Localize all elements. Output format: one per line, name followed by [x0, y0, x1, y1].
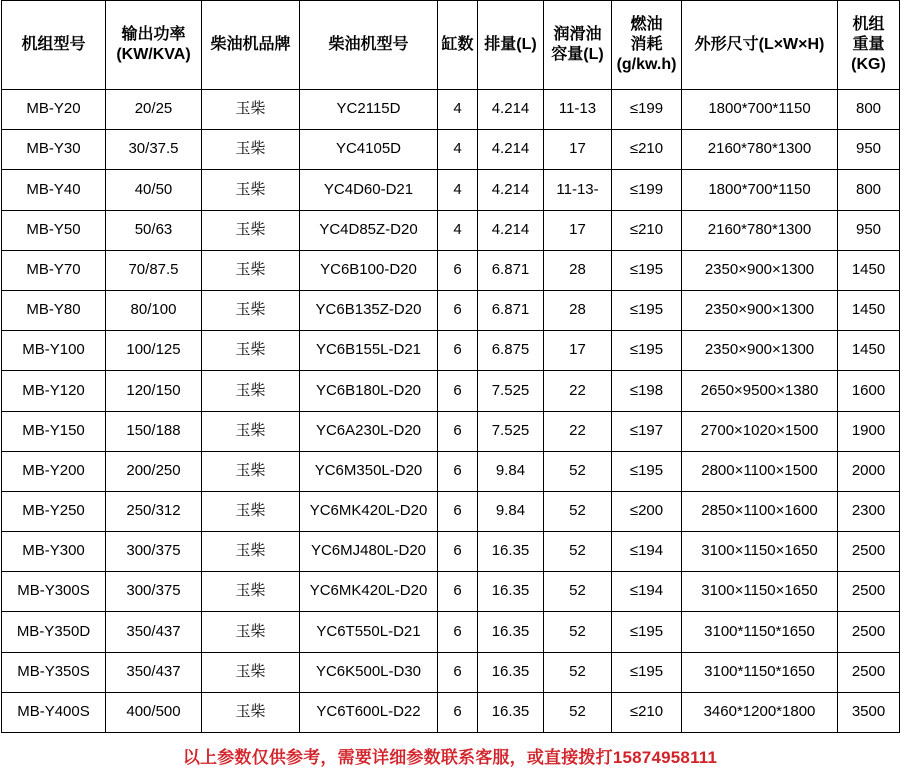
column-header-6: [544, 1, 612, 90]
cell-model: MB-Y30: [2, 130, 106, 170]
cell-r6-c8: 2350×900×1300: [682, 331, 838, 371]
cell-r14-c2: 玉柴: [202, 652, 300, 692]
cell-r7-c6: 22: [544, 371, 612, 411]
cell-r15-c4: 6: [438, 692, 478, 732]
column-header-1: [106, 1, 202, 90]
cell-r4-c8: 2350×900×1300: [682, 250, 838, 290]
column-header-9-line-0: 机组: [852, 16, 885, 33]
cell-r6-c6: 17: [544, 331, 612, 371]
cell-r11-c7: ≤194: [612, 532, 682, 572]
column-header-5: [478, 1, 544, 90]
cell-r2-c8: 1800*700*1150: [682, 170, 838, 210]
cell-model: MB-Y300: [2, 532, 106, 572]
cell-r4-c7: ≤195: [612, 250, 682, 290]
cell-r6-c4: 6: [438, 331, 478, 371]
cell-r1-c5: 4.214: [478, 130, 544, 170]
cell-r7-c4: 6: [438, 371, 478, 411]
cell-model: MB-Y20: [2, 90, 106, 130]
table-row: [2, 331, 900, 371]
cell-r8-c4: 6: [438, 411, 478, 451]
cell-r9-c5: 9.84: [478, 451, 544, 491]
cell-r9-c2: 玉柴: [202, 451, 300, 491]
cell-r10-c2: 玉柴: [202, 491, 300, 531]
cell-r15-c6: 52: [544, 692, 612, 732]
table-row: [2, 532, 900, 572]
table-body: [2, 90, 900, 733]
cell-r1-c4: 4: [438, 130, 478, 170]
cell-r5-c3: YC6B135Z-D20: [300, 290, 438, 330]
cell-r15-c5: 16.35: [478, 692, 544, 732]
cell-r13-c2: 玉柴: [202, 612, 300, 652]
cell-r10-c4: 6: [438, 491, 478, 531]
cell-r11-c6: 52: [544, 532, 612, 572]
cell-r8-c7: ≤197: [612, 411, 682, 451]
column-header-0-line-0: 机组型号: [21, 36, 86, 53]
column-header-9-line-1: 重量: [852, 36, 885, 53]
table-row: [2, 572, 900, 612]
cell-r13-c4: 6: [438, 612, 478, 652]
cell-r10-c3: YC6MK420L-D20: [300, 491, 438, 531]
cell-r8-c3: YC6A230L-D20: [300, 411, 438, 451]
cell-r12-c1: 300/375: [106, 572, 202, 612]
cell-r11-c8: 3100×1150×1650: [682, 532, 838, 572]
cell-r4-c1: 70/87.5: [106, 250, 202, 290]
cell-r5-c5: 6.871: [478, 290, 544, 330]
cell-r4-c9: 1450: [838, 250, 900, 290]
cell-r13-c3: YC6T550L-D21: [300, 612, 438, 652]
cell-r0-c6: 11-13: [544, 90, 612, 130]
table-row: [2, 612, 900, 652]
cell-r12-c4: 6: [438, 572, 478, 612]
cell-r1-c6: 17: [544, 130, 612, 170]
cell-r6-c3: YC6B155L-D21: [300, 331, 438, 371]
cell-r3-c8: 2160*780*1300: [682, 210, 838, 250]
cell-r1-c8: 2160*780*1300: [682, 130, 838, 170]
column-header-7: [612, 1, 682, 90]
cell-r0-c7: ≤199: [612, 90, 682, 130]
table-row: [2, 290, 900, 330]
cell-r8-c8: 2700×1020×1500: [682, 411, 838, 451]
cell-r15-c7: ≤210: [612, 692, 682, 732]
cell-r15-c8: 3460*1200*1800: [682, 692, 838, 732]
column-header-2: [202, 1, 300, 90]
cell-r14-c7: ≤195: [612, 652, 682, 692]
cell-model: MB-Y350D: [2, 612, 106, 652]
column-header-4: [438, 1, 478, 90]
cell-r2-c1: 40/50: [106, 170, 202, 210]
cell-r4-c3: YC6B100-D20: [300, 250, 438, 290]
cell-r5-c7: ≤195: [612, 290, 682, 330]
cell-r6-c9: 1450: [838, 331, 900, 371]
cell-model: MB-Y200: [2, 451, 106, 491]
cell-r10-c9: 2300: [838, 491, 900, 531]
cell-r11-c2: 玉柴: [202, 532, 300, 572]
cell-r7-c8: 2650×9500×1380: [682, 371, 838, 411]
cell-r6-c7: ≤195: [612, 331, 682, 371]
header-row: [2, 1, 900, 90]
cell-r5-c1: 80/100: [106, 290, 202, 330]
cell-r10-c1: 250/312: [106, 491, 202, 531]
cell-r5-c4: 6: [438, 290, 478, 330]
column-header-3-line-0: 柴油机型号: [328, 36, 409, 53]
column-header-3: [300, 1, 438, 90]
cell-r11-c4: 6: [438, 532, 478, 572]
cell-r5-c8: 2350×900×1300: [682, 290, 838, 330]
cell-r3-c5: 4.214: [478, 210, 544, 250]
cell-r7-c7: ≤198: [612, 371, 682, 411]
cell-r12-c3: YC6MK420L-D20: [300, 572, 438, 612]
column-header-8: [682, 1, 838, 90]
cell-r8-c6: 22: [544, 411, 612, 451]
column-header-8-line-0: 外形尺寸(L×W×H): [694, 36, 825, 53]
cell-r3-c3: YC4D85Z-D20: [300, 210, 438, 250]
cell-r8-c9: 1900: [838, 411, 900, 451]
footer-note: 以上参数仅供参考，需要详细参数联系客服，或直接拨打15874958111: [182, 748, 718, 767]
cell-r9-c7: ≤195: [612, 451, 682, 491]
cell-r2-c2: 玉柴: [202, 170, 300, 210]
cell-r14-c9: 2500: [838, 652, 900, 692]
column-header-5-line-0: 排量(L): [484, 36, 537, 53]
table-row: [2, 210, 900, 250]
cell-model: MB-Y250: [2, 491, 106, 531]
table-row: [2, 250, 900, 290]
cell-r11-c5: 16.35: [478, 532, 544, 572]
column-header-4-line-0: 缸数: [441, 36, 474, 53]
cell-r9-c8: 2800×1100×1500: [682, 451, 838, 491]
cell-r2-c4: 4: [438, 170, 478, 210]
cell-r14-c6: 52: [544, 652, 612, 692]
cell-model: MB-Y40: [2, 170, 106, 210]
cell-r13-c1: 350/437: [106, 612, 202, 652]
cell-r5-c9: 1450: [838, 290, 900, 330]
cell-r13-c6: 52: [544, 612, 612, 652]
cell-r2-c9: 800: [838, 170, 900, 210]
cell-r12-c6: 52: [544, 572, 612, 612]
cell-r13-c8: 3100*1150*1650: [682, 612, 838, 652]
cell-r3-c6: 17: [544, 210, 612, 250]
cell-r14-c3: YC6K500L-D30: [300, 652, 438, 692]
generator-spec-table: [1, 0, 900, 733]
table-row: [2, 411, 900, 451]
cell-r9-c9: 2000: [838, 451, 900, 491]
cell-r15-c2: 玉柴: [202, 692, 300, 732]
cell-model: MB-Y80: [2, 290, 106, 330]
cell-r9-c1: 200/250: [106, 451, 202, 491]
table-row: [2, 130, 900, 170]
cell-r13-c5: 16.35: [478, 612, 544, 652]
cell-r8-c1: 150/188: [106, 411, 202, 451]
cell-r1-c2: 玉柴: [202, 130, 300, 170]
cell-r15-c1: 400/500: [106, 692, 202, 732]
cell-r13-c7: ≤195: [612, 612, 682, 652]
cell-r0-c1: 20/25: [106, 90, 202, 130]
cell-r3-c9: 950: [838, 210, 900, 250]
column-header-0: [2, 1, 106, 90]
cell-r13-c9: 2500: [838, 612, 900, 652]
cell-r11-c3: YC6MJ480L-D20: [300, 532, 438, 572]
cell-r10-c8: 2850×1100×1600: [682, 491, 838, 531]
column-header-2-line-0: 柴油机品牌: [210, 36, 291, 53]
cell-r3-c7: ≤210: [612, 210, 682, 250]
cell-r12-c7: ≤194: [612, 572, 682, 612]
cell-r6-c2: 玉柴: [202, 331, 300, 371]
cell-model: MB-Y50: [2, 210, 106, 250]
cell-model: MB-Y350S: [2, 652, 106, 692]
cell-r8-c5: 7.525: [478, 411, 544, 451]
cell-r5-c6: 28: [544, 290, 612, 330]
cell-r5-c2: 玉柴: [202, 290, 300, 330]
column-header-7-line-0: 燃油: [630, 16, 663, 33]
cell-r11-c9: 2500: [838, 532, 900, 572]
cell-r10-c7: ≤200: [612, 491, 682, 531]
column-header-7-line-1: 消耗: [630, 36, 663, 53]
cell-model: MB-Y400S: [2, 692, 106, 732]
cell-r2-c7: ≤199: [612, 170, 682, 210]
cell-r3-c2: 玉柴: [202, 210, 300, 250]
table-row: [2, 170, 900, 210]
cell-model: MB-Y70: [2, 250, 106, 290]
column-header-6-line-0: 润滑油: [553, 26, 602, 43]
cell-r3-c1: 50/63: [106, 210, 202, 250]
cell-r7-c5: 7.525: [478, 371, 544, 411]
cell-model: MB-Y100: [2, 331, 106, 371]
cell-r7-c9: 1600: [838, 371, 900, 411]
cell-r9-c4: 6: [438, 451, 478, 491]
cell-r11-c1: 300/375: [106, 532, 202, 572]
cell-r1-c9: 950: [838, 130, 900, 170]
cell-r10-c5: 9.84: [478, 491, 544, 531]
cell-r1-c7: ≤210: [612, 130, 682, 170]
cell-r15-c3: YC6T600L-D22: [300, 692, 438, 732]
cell-r1-c1: 30/37.5: [106, 130, 202, 170]
cell-r14-c8: 3100*1150*1650: [682, 652, 838, 692]
cell-r7-c1: 120/150: [106, 371, 202, 411]
cell-r0-c3: YC2115D: [300, 90, 438, 130]
cell-r3-c4: 4: [438, 210, 478, 250]
cell-r0-c8: 1800*700*1150: [682, 90, 838, 130]
column-header-9-line-2: (KG): [851, 56, 886, 73]
cell-r0-c9: 800: [838, 90, 900, 130]
table-row: [2, 371, 900, 411]
cell-model: MB-Y120: [2, 371, 106, 411]
table-row: [2, 451, 900, 491]
cell-r4-c5: 6.871: [478, 250, 544, 290]
cell-r6-c1: 100/125: [106, 331, 202, 371]
table-header: [2, 1, 900, 90]
cell-r2-c5: 4.214: [478, 170, 544, 210]
column-header-9: [838, 1, 900, 90]
cell-r2-c3: YC4D60-D21: [300, 170, 438, 210]
cell-r14-c5: 16.35: [478, 652, 544, 692]
cell-r12-c8: 3100×1150×1650: [682, 572, 838, 612]
table-row: [2, 491, 900, 531]
cell-r4-c2: 玉柴: [202, 250, 300, 290]
cell-model: MB-Y300S: [2, 572, 106, 612]
cell-r0-c4: 4: [438, 90, 478, 130]
cell-model: MB-Y150: [2, 411, 106, 451]
cell-r4-c6: 28: [544, 250, 612, 290]
cell-r0-c2: 玉柴: [202, 90, 300, 130]
cell-r6-c5: 6.875: [478, 331, 544, 371]
table-row: [2, 652, 900, 692]
column-header-1-line-1: (KW/KVA): [116, 46, 191, 63]
cell-r1-c3: YC4105D: [300, 130, 438, 170]
cell-r14-c4: 6: [438, 652, 478, 692]
column-header-6-line-1: 容量(L): [551, 46, 604, 63]
table-row: [2, 692, 900, 732]
cell-r7-c2: 玉柴: [202, 371, 300, 411]
cell-r8-c2: 玉柴: [202, 411, 300, 451]
cell-r12-c9: 2500: [838, 572, 900, 612]
cell-r2-c6: 11-13-: [544, 170, 612, 210]
cell-r0-c5: 4.214: [478, 90, 544, 130]
column-header-1-line-0: 输出功率: [121, 26, 186, 43]
cell-r12-c5: 16.35: [478, 572, 544, 612]
cell-r9-c3: YC6M350L-D20: [300, 451, 438, 491]
table-row: [2, 90, 900, 130]
cell-r10-c6: 52: [544, 491, 612, 531]
cell-r9-c6: 52: [544, 451, 612, 491]
cell-r4-c4: 6: [438, 250, 478, 290]
column-header-7-line-2: (g/kw.h): [616, 56, 677, 73]
cell-r14-c1: 350/437: [106, 652, 202, 692]
cell-r12-c2: 玉柴: [202, 572, 300, 612]
cell-r15-c9: 3500: [838, 692, 900, 732]
cell-r7-c3: YC6B180L-D20: [300, 371, 438, 411]
